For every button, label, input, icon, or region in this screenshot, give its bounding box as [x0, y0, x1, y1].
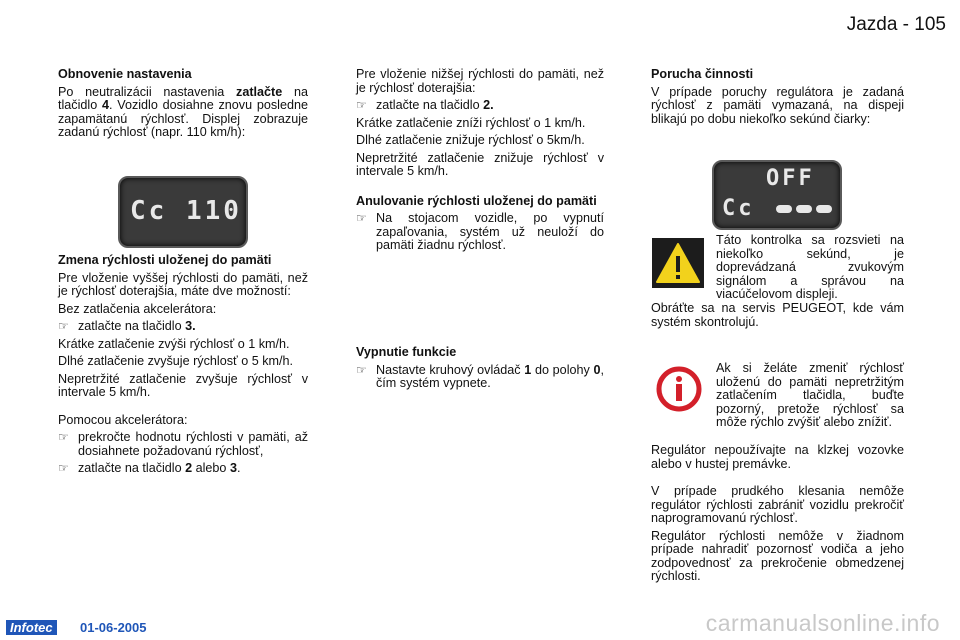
list-item-text: [78, 462, 308, 476]
hand-pointer-icon: ☞: [58, 461, 69, 475]
hand-pointer-icon: ☞: [58, 430, 69, 444]
hand-pointer-icon: ☞: [356, 98, 367, 112]
text-bold: 0: [593, 362, 601, 377]
text-bold: 2.: [483, 98, 494, 112]
column-1: [58, 68, 308, 144]
dash: [816, 205, 832, 213]
heading-switch-off: Vypnutie funkcie: [356, 345, 457, 359]
text: do polohy: [531, 362, 594, 377]
list-item: [356, 212, 604, 253]
text-bold: 1: [524, 362, 532, 377]
paragraph: Krátke zatlačenie zvýši rýchlosť o 1 km/h.: [58, 336, 290, 351]
list-item: [58, 462, 308, 476]
paragraph: Nepretržité zatlačenie znižuje rýchlosť v intervale 5 km/h.: [356, 150, 604, 178]
warning-note: Táto kontrolka sa rozsvieti na niekoľko sekúnd, je doprevádzaná zvukovým signálom a správou na viacúčelovom displeji.: [716, 233, 904, 301]
fault-display: [712, 160, 842, 230]
info-note: Ak si želáte zmeniť rýchlosť uloženú do pamäti nepretržitým zatlačením tlačidla, buďte pozorný, pretože rýchlosť sa môže rýchlo zvýšiť alebo znížiť.: [716, 361, 904, 429]
watermark: carmanualsonline.info: [705, 610, 940, 636]
heading-malfunction: Porucha činnosti: [651, 67, 754, 81]
warning-triangle-icon: [652, 238, 704, 288]
paragraph: Nepretržité zatlačenie zvyšuje rýchlosť v intervale 5 km/h.: [58, 371, 308, 399]
page-title: Jazda - 105: [846, 14, 946, 35]
hand-pointer-icon: ☞: [356, 211, 367, 225]
paragraph: Bez zatlačenia akcelerátora:: [58, 301, 217, 316]
text: zatlačte na tlačidlo: [78, 319, 186, 333]
paragraph: Pre vloženie nižšej rýchlosti do pamäti, než je rýchlosť doterajšia:: [356, 67, 604, 95]
paragraph: [58, 86, 308, 140]
text: na tlačidlo: [58, 84, 308, 112]
list-item-text: prekročte hodnotu rýchlosti v pamäti, až dosiahnete požadovanú rýchlosť,: [78, 430, 308, 458]
heading-change-speed: Zmena rýchlosti uloženej do pamäti: [58, 253, 272, 267]
heading-reset: Obnovenie nastavenia: [58, 67, 192, 81]
paragraph: Regulátor nepoužívajte na klzkej vozovke alebo v hustej premávke.: [651, 443, 904, 471]
column-2-lower: [356, 346, 604, 395]
paragraph: Pomocou akcelerátora:: [58, 412, 188, 427]
list-item-text: [376, 99, 604, 113]
paragraph: Dlhé zatlačenie zvyšuje rýchlosť o 5 km/h.: [58, 354, 294, 368]
paragraph: Krátke zatlačenie zníži rýchlosť o 1 km/h.: [356, 115, 586, 130]
paragraph: Dlhé zatlačenie znižuje rýchlosť o 5km/h.: [356, 133, 585, 147]
text-bold: 3.: [185, 319, 196, 333]
display-readout: Cc 110: [130, 196, 242, 226]
paragraph: Pre vloženie vyššej rýchlosti do pamäti, než je rýchlosť doterajšia, máte dve možností:: [58, 270, 308, 298]
heading-cancel-memory: Anulovanie rýchlosti uloženej do pamäti: [356, 193, 597, 208]
dash: [796, 205, 812, 213]
text: zatlačte na tlačidlo: [376, 98, 484, 112]
footer-date: 01-06-2005: [80, 620, 147, 635]
paragraph: Regulátor rýchlosti nemôže v žiadnom prípade nahradiť pozornosť vodiča a jeho zodpovednosť za prekročenie obmedzenej rýchlosti.: [651, 528, 904, 583]
text-bold: 3: [229, 461, 237, 475]
text: . Vozidlo dosiahne znovu posledne zapamätanú rýchlosť. Displej zobrazuje zadanú rýchlosť (napr. 110 km/h):: [58, 98, 308, 139]
list-item: [58, 431, 308, 458]
column-3-lower: [651, 444, 904, 588]
text: Po neutralizácii nastavenia: [58, 84, 237, 99]
text: .: [236, 461, 241, 475]
text: Nastavte kruhový ovládač: [376, 362, 525, 377]
column-3-mid: [651, 302, 904, 333]
list-item: [356, 99, 604, 113]
dash: [776, 205, 792, 213]
column-1-lower: [58, 254, 308, 480]
paragraph: Obráťte sa na servis PEUGEOT, kde vám systém skontrolujú.: [651, 301, 904, 329]
column-3: [651, 68, 904, 130]
list-item: [356, 364, 604, 391]
text-bold: zatlačte: [236, 84, 283, 99]
text: zatlačte na tlačidlo: [78, 461, 186, 475]
infotec-logo: Infotec: [6, 620, 57, 635]
display-line-1: OFF: [766, 166, 815, 191]
text: alebo: [192, 461, 230, 475]
text-bold: 2: [185, 461, 193, 475]
list-item-text: [78, 320, 308, 334]
hand-pointer-icon: ☞: [58, 319, 69, 333]
paragraph: V prípade poruchy regulátora je zadaná rýchlosť z pamäti vymazaná, na dispeji blikajú po dobu niekoľko sekúnd čiarky:: [651, 84, 904, 126]
text-bold: 4: [101, 98, 109, 112]
display-dashes: [776, 205, 832, 213]
hand-pointer-icon: ☞: [356, 362, 367, 377]
column-2: [356, 68, 604, 257]
speed-display: [118, 176, 248, 248]
list-item: [58, 320, 308, 334]
paragraph: V prípade prudkého klesania nemôže regulátor rýchlosti zabrániť vozidlu prekročiť naprogramovanú rýchlosť.: [651, 484, 904, 525]
list-item-text: [376, 364, 604, 391]
info-icon: [656, 366, 702, 412]
list-item-text: Na stojacom vozidle, po vypnutí zapaľovania, systém už neuloží do pamäti žiadnu rýchlosť.: [376, 211, 604, 252]
display-line-2: Cc: [722, 196, 755, 221]
text: , čím systém vypnete.: [376, 362, 604, 390]
